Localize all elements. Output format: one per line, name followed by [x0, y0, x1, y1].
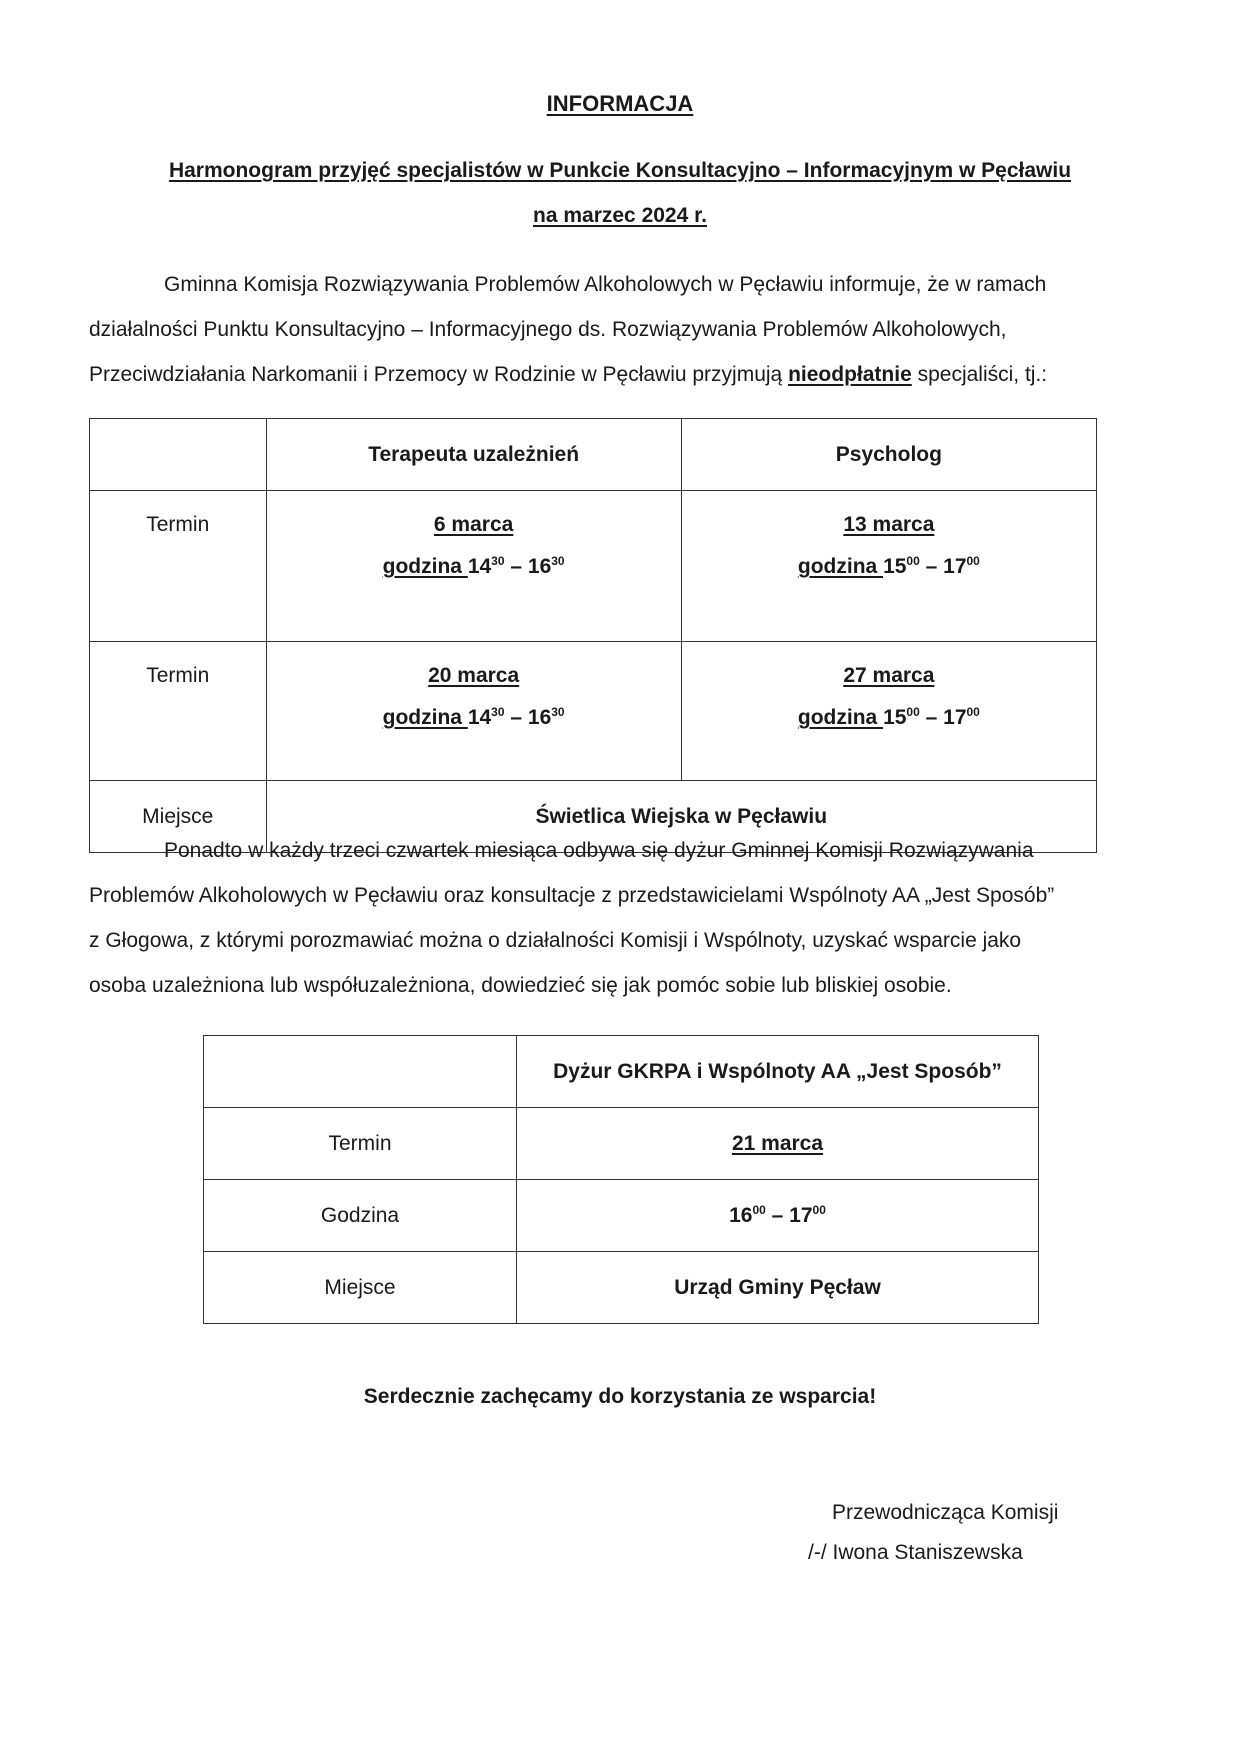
appointment-date: 20 marca — [428, 664, 520, 687]
time-prefix: godzina — [797, 555, 884, 578]
hour-value — [517, 1180, 1039, 1252]
row-label: Termin — [90, 491, 267, 642]
table-row — [204, 1252, 1039, 1324]
header-empty-cell — [204, 1036, 517, 1108]
table-row — [204, 1108, 1039, 1180]
intro-line-3 — [89, 352, 1149, 397]
header-psychologist: Psycholog — [681, 419, 1096, 491]
start-hour: 14 — [467, 706, 492, 729]
table-header-row — [90, 419, 1097, 491]
duty-schedule-table — [203, 1035, 1039, 1324]
appointment-time — [682, 706, 1096, 730]
signature-role: Przewodnicząca Komisji — [832, 1501, 1059, 1524]
duty-line-4: osoba uzależniona lub współuzależniona, dowiedzieć się jak pomóc sobie lub bliskiej osobie. — [89, 974, 952, 997]
start-minute: 30 — [491, 554, 505, 568]
appointment-time — [267, 706, 681, 730]
time-separator: – — [765, 1203, 790, 1227]
start-minute: 30 — [491, 705, 505, 719]
end-minute: 00 — [966, 705, 980, 719]
end-minute: 30 — [551, 554, 565, 568]
start-hour: 15 — [883, 706, 907, 729]
start-hour: 14 — [467, 555, 492, 578]
schedule-period: na marzec 2024 r. — [533, 204, 707, 227]
header-therapist: Terapeuta uzależnień — [266, 419, 681, 491]
end-minute: 30 — [551, 705, 565, 719]
start-hour: 15 — [883, 555, 907, 578]
time-prefix: godzina — [382, 706, 468, 729]
place-label: Miejsce — [204, 1252, 517, 1324]
duty-paragraph — [89, 828, 1149, 1008]
document-title: INFORMACJA — [546, 91, 694, 116]
intro-line-3-start: Przeciwdziałania Narkomanii i Przemocy w Rodzinie w Pęcławiu przyjmują — [89, 363, 789, 386]
term-value: 21 marca — [517, 1108, 1039, 1180]
intro-line-2: działalności Punktu Konsultacyjno – Informacyjnego ds. Rozwiązywania Problemów Alkoholowych, — [89, 318, 1007, 341]
intro-line-1: Gminna Komisja Rozwiązywania Problemów Alkoholowych w Pęcławiu informuje, że w ramach — [164, 273, 1047, 296]
table-header-row — [204, 1036, 1039, 1108]
end-hour: 17 — [789, 1203, 813, 1227]
therapist-appointment — [266, 491, 681, 642]
duty-line-3: z Głogowa, z którymi porozmawiać można o działalności Komisji i Wspólnoty, uzyskać wsparcie jako — [89, 929, 1022, 952]
end-hour: 16 — [527, 555, 552, 578]
psychologist-appointment — [681, 491, 1096, 642]
closing-statement: Serdecznie zachęcamy do korzystania ze wsparcia! — [363, 1385, 877, 1408]
free-of-charge-emphasis: nieodpłatnie — [788, 363, 912, 386]
start-minute: 00 — [906, 554, 920, 568]
time-separator: – — [919, 555, 944, 578]
table-row — [90, 642, 1097, 781]
time-separator: – — [504, 555, 528, 578]
place-value: Urząd Gminy Pęcław — [517, 1252, 1039, 1324]
appointment-time — [682, 555, 1096, 579]
term-label: Termin — [204, 1108, 517, 1180]
schedule-heading: Harmonogram przyjęć specjalistów w Punkcie Konsultacyjno – Informacyjnym w Pęcławiu — [168, 159, 1072, 182]
duty-line-2: Problemów Alkoholowych w Pęcławiu oraz konsultacje z przedstawicielami Wspólnoty AA „Jest Sposób” — [89, 884, 1055, 907]
table-row — [204, 1180, 1039, 1252]
end-hour: 17 — [943, 706, 967, 729]
time-separator: – — [504, 706, 528, 729]
appointment-date: 27 marca — [843, 664, 935, 687]
place-label: Miejsce — [90, 781, 267, 853]
hour-label: Godzina — [204, 1180, 517, 1252]
psychologist-appointment — [681, 642, 1096, 781]
start-minute: 00 — [906, 705, 920, 719]
header-empty-cell — [90, 419, 267, 491]
time-prefix: godzina — [382, 555, 468, 578]
therapist-appointment — [266, 642, 681, 781]
appointment-date: 13 marca — [843, 513, 935, 536]
start-hour: 16 — [729, 1203, 753, 1227]
end-minute: 00 — [966, 554, 980, 568]
appointment-time — [267, 555, 681, 579]
place-value: Świetlica Wiejska w Pęcławiu — [266, 781, 1096, 853]
row-label: Termin — [90, 642, 267, 781]
end-hour: 17 — [943, 555, 967, 578]
intro-paragraph — [89, 262, 1149, 397]
intro-line-3-end: specjaliści, tj.: — [911, 363, 1048, 386]
specialists-schedule-table — [89, 418, 1097, 853]
time-separator: – — [919, 706, 944, 729]
table-row — [90, 491, 1097, 642]
signature-name: /-/ Iwona Staniszewska — [808, 1541, 1023, 1564]
start-minute: 00 — [752, 1202, 766, 1217]
duty-header: Dyżur GKRPA i Wspólnoty AA „Jest Sposób” — [517, 1036, 1039, 1108]
appointment-date: 6 marca — [433, 513, 514, 536]
duty-line-1: Ponadto w każdy trzeci czwartek miesiąca odbywa się dyżur Gminnej Komisji Rozwiązywania — [164, 839, 1034, 862]
end-hour: 16 — [527, 706, 552, 729]
time-prefix: godzina — [797, 706, 884, 729]
end-minute: 00 — [812, 1202, 826, 1217]
